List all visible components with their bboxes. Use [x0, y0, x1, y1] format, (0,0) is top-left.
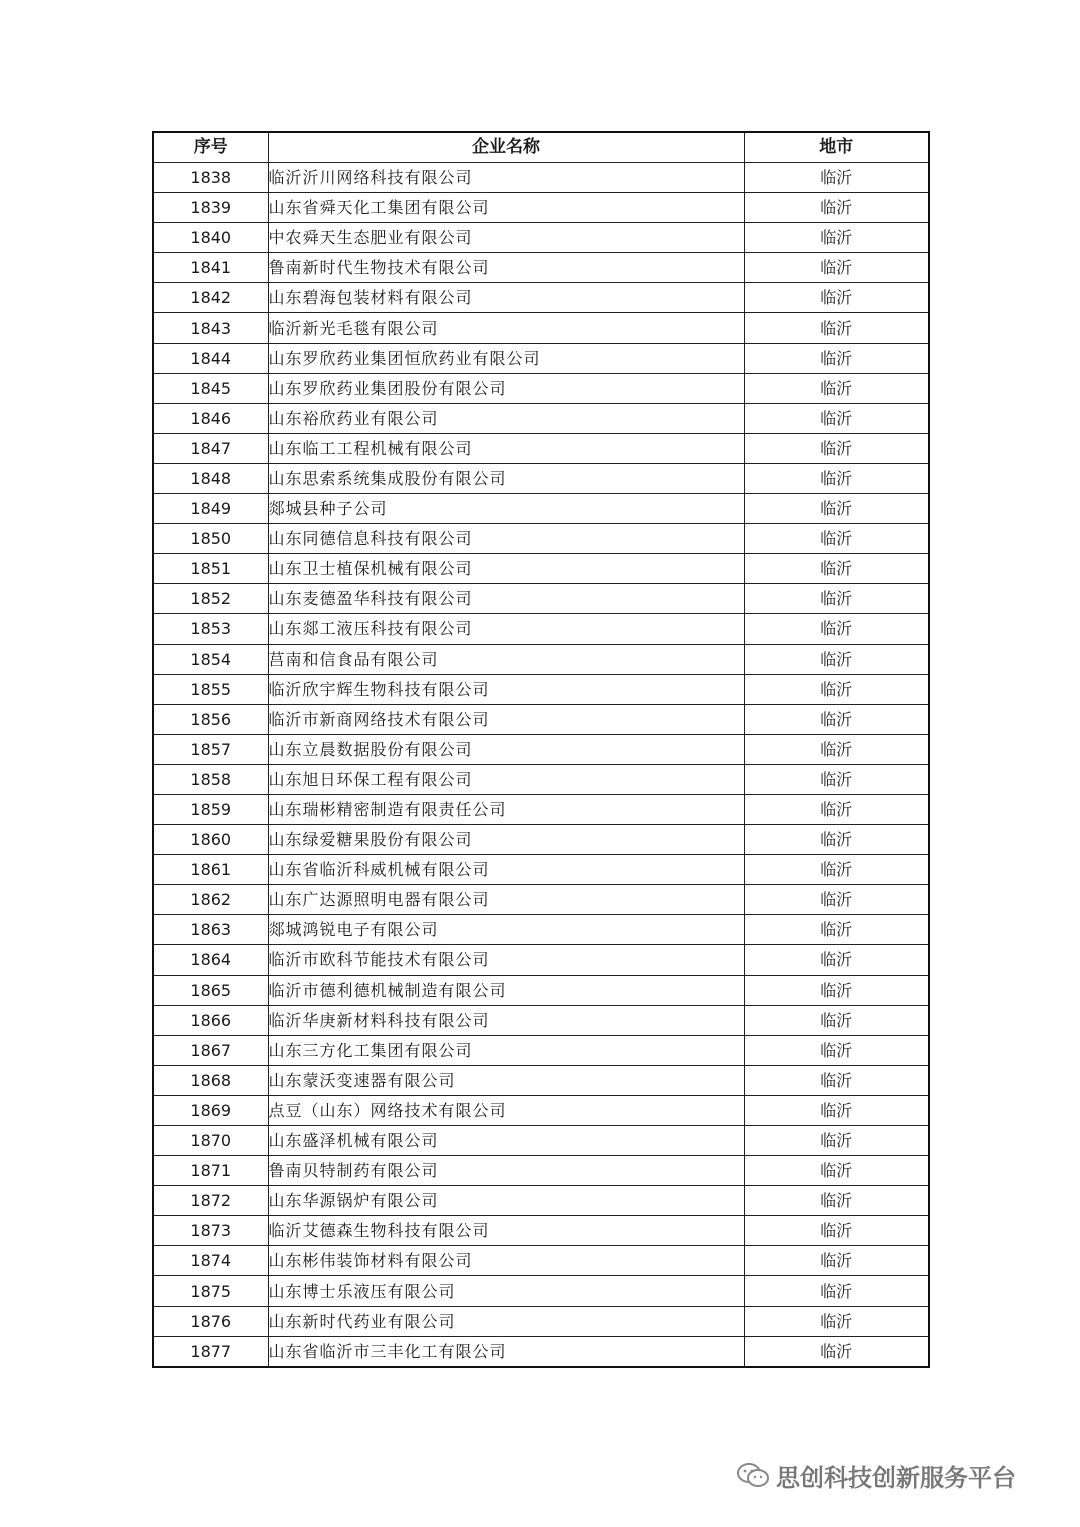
seq-cell: 1838: [153, 163, 268, 193]
city-cell: 临沂: [744, 193, 929, 223]
table-row: [153, 1186, 929, 1216]
company-name-cell: 莒南和信食品有限公司: [268, 644, 744, 674]
table-row: [153, 403, 929, 433]
table-row: [153, 554, 929, 584]
company-name-cell: 山东思索系统集成股份有限公司: [268, 463, 744, 493]
seq-cell: 1877: [153, 1336, 268, 1367]
seq-cell: 1857: [153, 734, 268, 764]
table-row: [153, 1126, 929, 1156]
city-cell: 临沂: [744, 825, 929, 855]
seq-cell: 1864: [153, 945, 268, 975]
company-name-cell: 山东盛泽机械有限公司: [268, 1126, 744, 1156]
company-name-cell: 山东广达源照明电器有限公司: [268, 885, 744, 915]
company-name-cell: 山东华源锅炉有限公司: [268, 1186, 744, 1216]
company-name-cell: 山东瑞彬精密制造有限责任公司: [268, 794, 744, 824]
table-row: [153, 283, 929, 313]
city-cell: 临沂: [744, 764, 929, 794]
watermark: [736, 1460, 1016, 1490]
company-name-cell: 临沂新光毛毯有限公司: [268, 313, 744, 343]
seq-cell: 1860: [153, 825, 268, 855]
seq-cell: 1853: [153, 614, 268, 644]
table-row: [153, 343, 929, 373]
city-cell: 临沂: [744, 373, 929, 403]
city-cell: 临沂: [744, 915, 929, 945]
city-cell: 临沂: [744, 1126, 929, 1156]
city-cell: 临沂: [744, 734, 929, 764]
table-row: [153, 1276, 929, 1306]
city-cell: 临沂: [744, 343, 929, 373]
city-cell: 临沂: [744, 1246, 929, 1276]
city-cell: 临沂: [744, 614, 929, 644]
city-cell: 临沂: [744, 463, 929, 493]
company-name-cell: 山东罗欣药业集团股份有限公司: [268, 373, 744, 403]
table-row: [153, 253, 929, 283]
city-cell: 临沂: [744, 794, 929, 824]
seq-cell: 1855: [153, 674, 268, 704]
table-row: [153, 915, 929, 945]
city-cell: 临沂: [744, 313, 929, 343]
table-row: [153, 373, 929, 403]
table-body: [153, 163, 929, 1367]
city-cell: 临沂: [744, 674, 929, 704]
seq-cell: 1870: [153, 1126, 268, 1156]
table-row: [153, 825, 929, 855]
company-name-cell: 山东新时代药业有限公司: [268, 1306, 744, 1336]
company-name-cell: 临沂华庚新材料科技有限公司: [268, 1005, 744, 1035]
city-cell: 临沂: [744, 1336, 929, 1367]
seq-cell: 1873: [153, 1216, 268, 1246]
seq-cell: 1846: [153, 403, 268, 433]
company-name-cell: 山东绿爱糖果股份有限公司: [268, 825, 744, 855]
table-row: [153, 885, 929, 915]
table-row: [153, 704, 929, 734]
header-seq: 序号: [153, 132, 268, 163]
city-cell: 临沂: [744, 1065, 929, 1095]
seq-cell: 1871: [153, 1156, 268, 1186]
company-name-cell: 山东省临沂市三丰化工有限公司: [268, 1336, 744, 1367]
header-company-name: 企业名称: [268, 132, 744, 163]
city-cell: 临沂: [744, 1005, 929, 1035]
seq-cell: 1868: [153, 1065, 268, 1095]
city-cell: 临沂: [744, 1276, 929, 1306]
seq-cell: 1876: [153, 1306, 268, 1336]
company-name-cell: 山东罗欣药业集团恒欣药业有限公司: [268, 343, 744, 373]
company-name-cell: 山东蒙沃变速器有限公司: [268, 1065, 744, 1095]
seq-cell: 1844: [153, 343, 268, 373]
company-name-cell: 点豆（山东）网络技术有限公司: [268, 1095, 744, 1125]
company-name-cell: 山东裕欣药业有限公司: [268, 403, 744, 433]
seq-cell: 1851: [153, 554, 268, 584]
city-cell: 临沂: [744, 253, 929, 283]
seq-cell: 1867: [153, 1035, 268, 1065]
company-name-cell: 山东卫士植保机械有限公司: [268, 554, 744, 584]
table-row: [153, 1306, 929, 1336]
seq-cell: 1874: [153, 1246, 268, 1276]
city-cell: 临沂: [744, 223, 929, 253]
table-header-row: [153, 132, 929, 163]
seq-cell: 1863: [153, 915, 268, 945]
seq-cell: 1875: [153, 1276, 268, 1306]
company-name-cell: 郯城县种子公司: [268, 494, 744, 524]
seq-cell: 1854: [153, 644, 268, 674]
company-name-cell: 山东彬伟装饰材料有限公司: [268, 1246, 744, 1276]
city-cell: 临沂: [744, 1186, 929, 1216]
city-cell: 临沂: [744, 283, 929, 313]
table-row: [153, 614, 929, 644]
table-row: [153, 1156, 929, 1186]
table-row: [153, 463, 929, 493]
company-name-cell: 中农舜天生态肥业有限公司: [268, 223, 744, 253]
company-name-cell: 山东博士乐液压有限公司: [268, 1276, 744, 1306]
wechat-icon: [736, 1462, 770, 1488]
city-cell: 临沂: [744, 1306, 929, 1336]
table-row: [153, 584, 929, 614]
city-cell: 临沂: [744, 494, 929, 524]
table-row: [153, 764, 929, 794]
seq-cell: 1848: [153, 463, 268, 493]
company-name-cell: 临沂市新商网络技术有限公司: [268, 704, 744, 734]
company-name-cell: 临沂市德利德机械制造有限公司: [268, 975, 744, 1005]
company-name-cell: 临沂欣宇辉生物科技有限公司: [268, 674, 744, 704]
city-cell: 临沂: [744, 885, 929, 915]
table-row: [153, 734, 929, 764]
seq-cell: 1865: [153, 975, 268, 1005]
table-row: [153, 1065, 929, 1095]
company-name-cell: 鲁南贝特制药有限公司: [268, 1156, 744, 1186]
city-cell: 临沂: [744, 1095, 929, 1125]
city-cell: 临沂: [744, 704, 929, 734]
table-row: [153, 494, 929, 524]
table-row: [153, 855, 929, 885]
city-cell: 临沂: [744, 1035, 929, 1065]
table-row: [153, 794, 929, 824]
company-name-cell: 临沂沂川网络科技有限公司: [268, 163, 744, 193]
header-city: 地市: [744, 132, 929, 163]
city-cell: 临沂: [744, 433, 929, 463]
company-name-cell: 鲁南新时代生物技术有限公司: [268, 253, 744, 283]
city-cell: 临沂: [744, 554, 929, 584]
table-row: [153, 524, 929, 554]
seq-cell: 1866: [153, 1005, 268, 1035]
city-cell: 临沂: [744, 163, 929, 193]
seq-cell: 1845: [153, 373, 268, 403]
company-name-cell: 临沂市欧科节能技术有限公司: [268, 945, 744, 975]
company-name-cell: 山东三方化工集团有限公司: [268, 1035, 744, 1065]
company-name-cell: 山东省临沂科威机械有限公司: [268, 855, 744, 885]
company-name-cell: 临沂艾德森生物科技有限公司: [268, 1216, 744, 1246]
city-cell: 临沂: [744, 1156, 929, 1186]
seq-cell: 1849: [153, 494, 268, 524]
company-name-cell: 山东碧海包装材料有限公司: [268, 283, 744, 313]
seq-cell: 1850: [153, 524, 268, 554]
company-table: [152, 131, 930, 1368]
table-row: [153, 1336, 929, 1367]
table-row: [153, 1095, 929, 1125]
table-row: [153, 945, 929, 975]
company-name-cell: 山东郯工液压科技有限公司: [268, 614, 744, 644]
company-name-cell: 山东省舜天化工集团有限公司: [268, 193, 744, 223]
seq-cell: 1869: [153, 1095, 268, 1125]
city-cell: 临沂: [744, 644, 929, 674]
company-name-cell: 山东立晨数据股份有限公司: [268, 734, 744, 764]
city-cell: 临沂: [744, 855, 929, 885]
seq-cell: 1872: [153, 1186, 268, 1216]
seq-cell: 1862: [153, 885, 268, 915]
seq-cell: 1858: [153, 764, 268, 794]
seq-cell: 1842: [153, 283, 268, 313]
seq-cell: 1847: [153, 433, 268, 463]
table-row: [153, 1216, 929, 1246]
company-name-cell: 山东同德信息科技有限公司: [268, 524, 744, 554]
table-row: [153, 644, 929, 674]
city-cell: 临沂: [744, 975, 929, 1005]
table-row: [153, 975, 929, 1005]
seq-cell: 1840: [153, 223, 268, 253]
company-name-cell: 郯城鸿锐电子有限公司: [268, 915, 744, 945]
seq-cell: 1841: [153, 253, 268, 283]
table-row: [153, 313, 929, 343]
table-row: [153, 1035, 929, 1065]
table-row: [153, 1246, 929, 1276]
seq-cell: 1843: [153, 313, 268, 343]
seq-cell: 1852: [153, 584, 268, 614]
table-row: [153, 223, 929, 253]
city-cell: 临沂: [744, 945, 929, 975]
city-cell: 临沂: [744, 524, 929, 554]
seq-cell: 1856: [153, 704, 268, 734]
watermark-text: 思创科技创新服务平台: [776, 1463, 1016, 1492]
seq-cell: 1861: [153, 855, 268, 885]
city-cell: 临沂: [744, 584, 929, 614]
seq-cell: 1839: [153, 193, 268, 223]
table-row: [153, 674, 929, 704]
company-name-cell: 山东临工工程机械有限公司: [268, 433, 744, 463]
table-row: [153, 163, 929, 193]
table-row: [153, 193, 929, 223]
table-row: [153, 433, 929, 463]
table-row: [153, 1005, 929, 1035]
company-name-cell: 山东旭日环保工程有限公司: [268, 764, 744, 794]
city-cell: 临沂: [744, 1216, 929, 1246]
seq-cell: 1859: [153, 794, 268, 824]
city-cell: 临沂: [744, 403, 929, 433]
company-name-cell: 山东麦德盈华科技有限公司: [268, 584, 744, 614]
